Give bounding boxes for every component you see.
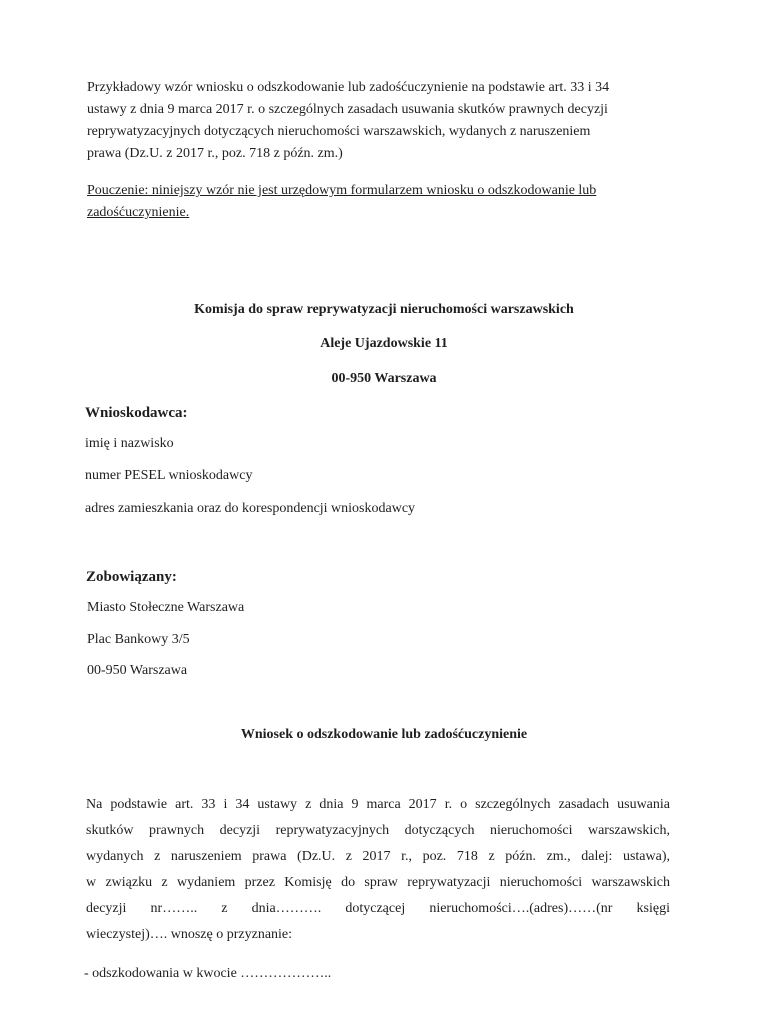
commission-postal-city: 00-950 Warszawa <box>331 371 437 386</box>
body-line: wieczystej)…. wnoszę o przyznanie: <box>86 927 293 942</box>
intro-line: Przykładowy wzór wniosku o odszkodowanie lub zadośćuczynienie na podstawie art. 33 i 34 <box>87 80 610 95</box>
intro-line: prawa (Dz.U. z 2017 r., poz. 718 z późn. zm.) <box>87 146 343 161</box>
obliged-line: 00-950 Warszawa <box>87 663 188 678</box>
intro-line: ustawy z dnia 9 marca 2017 r. o szczególnych zasadach usuwania skutków prawnych decyzji <box>87 102 608 117</box>
request-body <box>86 792 670 948</box>
compensation-line: - odszkodowania w kwocie ……………….. <box>84 966 332 981</box>
notice-paragraph <box>87 180 672 224</box>
applicant-heading: Wnioskodawca: <box>85 405 188 421</box>
commission-name: Komisja do spraw reprywatyzacji nieruchomości warszawskich <box>194 302 574 317</box>
body-line: wydanych z naruszeniem prawa (Dz.U. z 2017 r., poz. 718 z późn. zm., dalej: ustawa), <box>86 849 670 864</box>
body-line: skutków prawnych decyzji reprywatyzacyjnych dotyczących nieruchomości warszawskich, <box>86 823 670 838</box>
notice-line: Pouczenie: niniejszy wzór nie jest urzędowym formularzem wniosku o odszkodowanie lub <box>87 183 597 198</box>
commission-street: Aleje Ujazdowskie 11 <box>320 336 448 351</box>
body-line: Na podstawie art. 33 i 34 ustawy z dnia 9 marca 2017 r. o szczególnych zasadach usuwania <box>86 797 670 812</box>
body-line: w związku z wydaniem przez Komisję do spraw reprywatyzacji nieruchomości warszawskich <box>86 875 670 890</box>
applicant-address-field: adres zamieszkania oraz do korespondencji wnioskodawcy <box>85 501 416 516</box>
obliged-line: Miasto Stołeczne Warszawa <box>87 600 245 615</box>
applicant-name-field: imię i nazwisko <box>85 436 174 451</box>
obliged-heading: Zobowiązany: <box>86 569 177 585</box>
notice-line: zadośćuczynienie. <box>87 205 190 220</box>
request-title: Wniosek o odszkodowanie lub zadośćuczynienie <box>240 727 528 742</box>
applicant-pesel-field: numer PESEL wnioskodawcy <box>85 468 253 483</box>
obliged-line: Plac Bankowy 3/5 <box>87 632 190 647</box>
body-line: decyzji nr…….. z dnia………. dotyczącej nieruchomości….(adres)……(nr księgi <box>86 901 670 916</box>
intro-paragraph <box>87 77 672 165</box>
intro-line: reprywatyzacyjnych dotyczących nieruchomości warszawskich, wydanych z naruszeniem <box>87 124 591 139</box>
